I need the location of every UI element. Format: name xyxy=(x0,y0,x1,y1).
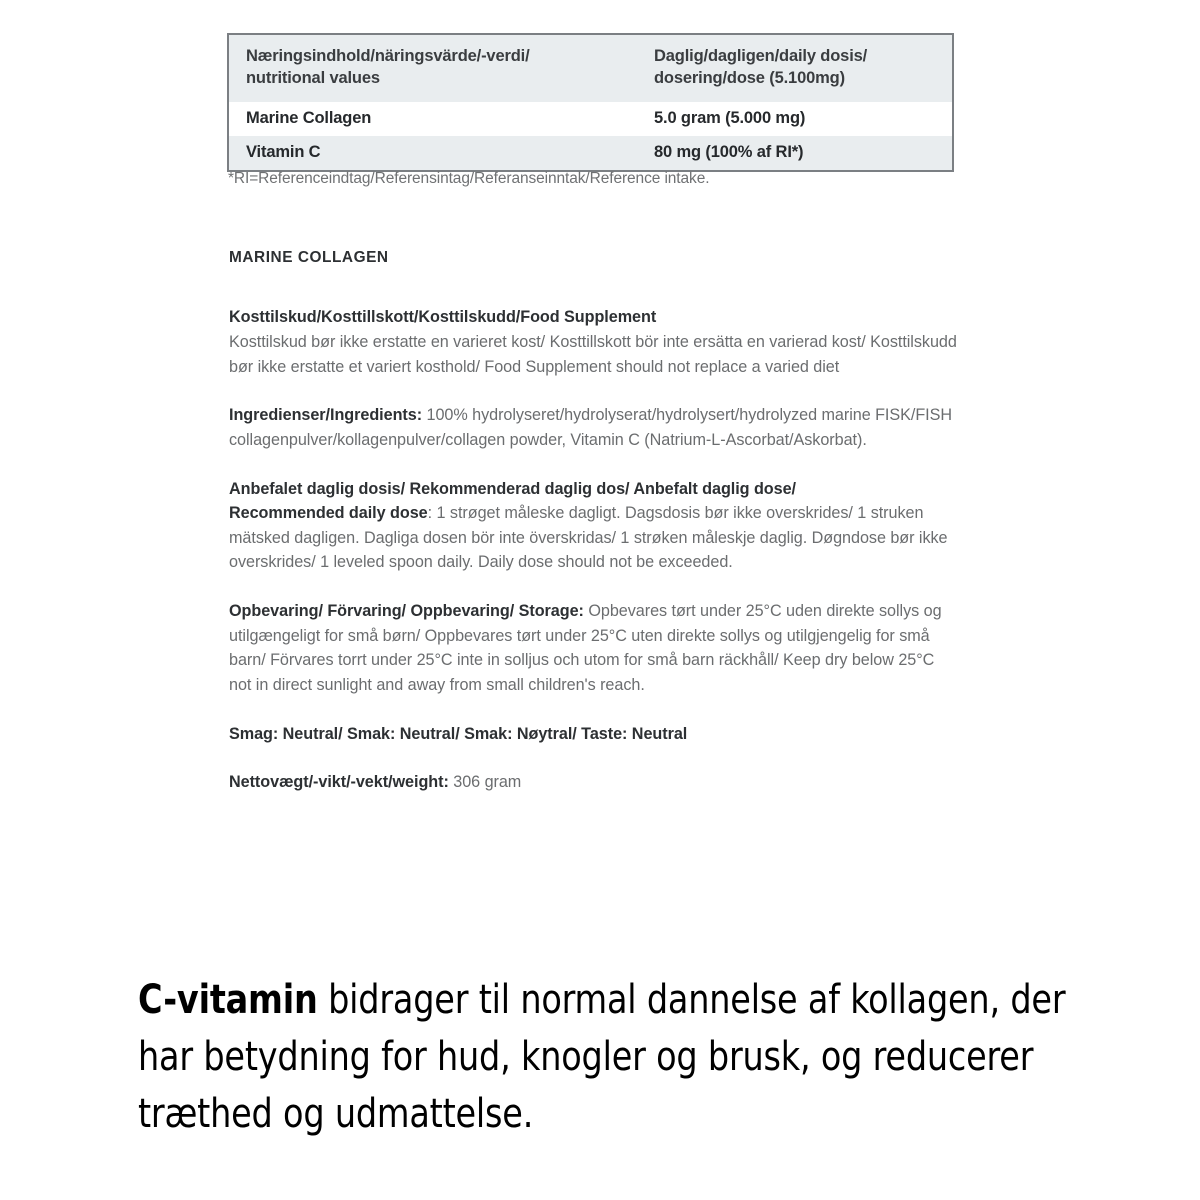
net-weight-heading: Nettovægt/-vikt/-vekt/weight: xyxy=(229,773,449,792)
supplement-heading: Kosttilskud/Kosttillskott/Kosttilskudd/Food Supplement xyxy=(229,308,657,327)
recommended-dose-paragraph xyxy=(229,477,959,576)
health-claim-statement xyxy=(138,972,1068,1142)
table-header-dose-line1: Daglig/dagligen/daily dosis/ xyxy=(654,47,868,65)
table-cell-nutrient-amount xyxy=(641,136,952,170)
page-title: MARINE COLLAGEN xyxy=(229,249,389,266)
nutrient-amount-marine-collagen: 5.0 gram (5.000 mg) xyxy=(654,108,806,127)
nutrient-name-vitamin-c: Vitamin C xyxy=(246,142,321,161)
recommended-dose-heading-line2: Recommended daily dose xyxy=(229,504,428,523)
ingredients-heading: Ingredienser/Ingredients: xyxy=(229,406,423,425)
nutrient-amount-vitamin-c: 80 mg (100% af RI*) xyxy=(654,142,804,161)
table-cell-nutrient-name xyxy=(229,102,641,136)
table-header-cell-nutrient xyxy=(229,35,641,102)
net-weight-value: 306 gram xyxy=(448,773,522,792)
taste-heading: Smag: Neutral/ Smak: Neutral/ Smak: Nøytral/ Taste: Neutral xyxy=(229,724,688,743)
table-header-nutrient-line2: nutritional values xyxy=(246,68,380,87)
taste-paragraph xyxy=(229,722,959,747)
label-body-text xyxy=(229,246,959,819)
table-cell-nutrient-amount xyxy=(641,102,952,136)
table-row xyxy=(229,136,952,170)
ingredients-text: 100% hydrolyseret/hydrolyserat/hydrolysert/hydrolyzed marine FISK/FISH collagenpulver/kollagenpulver/collagen powder, Vitamin C (Natrium-L-Ascorbat/Askorbat). xyxy=(229,406,952,449)
table-header-cell-dose xyxy=(641,35,952,102)
health-claim-lead: C-vitamin xyxy=(138,977,318,1023)
table-row xyxy=(229,102,952,136)
nutrient-name-marine-collagen: Marine Collagen xyxy=(246,108,372,127)
table-header-dose-line2: dosering/dose (5.100mg) xyxy=(654,68,845,87)
table-header-row xyxy=(229,35,952,102)
recommended-dose-heading-line1: Anbefalet daglig dosis/ Rekommenderad daglig dos/ Anbefalt daglig dose/ xyxy=(229,479,796,498)
storage-heading: Opbevaring/ Förvaring/ Oppbevaring/ Storage: xyxy=(229,602,584,621)
table-cell-nutrient-name xyxy=(229,136,641,170)
health-claim-rest: bidrager til normal dannelse af kollagen, der har betydning for hud, knogler og brusk, og reducerer træthed og udmattelse. xyxy=(138,977,1066,1137)
table-header-nutrient-line1: Næringsindhold/näringsvärde/-verdi/ xyxy=(246,47,530,65)
storage-paragraph xyxy=(229,599,959,698)
storage-text: Opbevares tørt under 25°C uden direkte sollys og utilgængeligt for små børn/ Oppbevares tørt under 25°C uten direkte sollys og utilgjengelig for små barn/ Förvares torrt under 25°C inte in solljus och utom for små barn räckhåll/ Keep dry below 25°C not in direct sunlight and away from small children's reach. xyxy=(229,602,942,694)
supplement-text: Kosttilskud bør ikke erstatte en varieret kost/ Kosttillskott bör inte ersätta en varierad kost/ Kosttilskudd bør ikke erstatte et variert kosthold/ Food Supplement should not replace a varied diet xyxy=(229,333,957,376)
reference-intake-footnote: *RI=Referenceindtag/Referensintag/Referanseinntak/Reference intake. xyxy=(228,170,710,187)
recommended-dose-text: : 1 strøget måleske dagligt. Dagsdosis bør ikke overskrides/ 1 struken mätsked dagligen. Dagliga dosen bör inte överskridas/ 1 strøken måleskje daglig. Døgndose bør ikke overskrides/ 1 leveled spoon daily. Daily dose should not be exceeded. xyxy=(229,504,948,572)
nutrition-facts-table xyxy=(227,33,954,172)
ingredients-paragraph xyxy=(229,403,959,452)
net-weight-paragraph xyxy=(229,770,959,795)
supplement-paragraph xyxy=(229,305,959,379)
